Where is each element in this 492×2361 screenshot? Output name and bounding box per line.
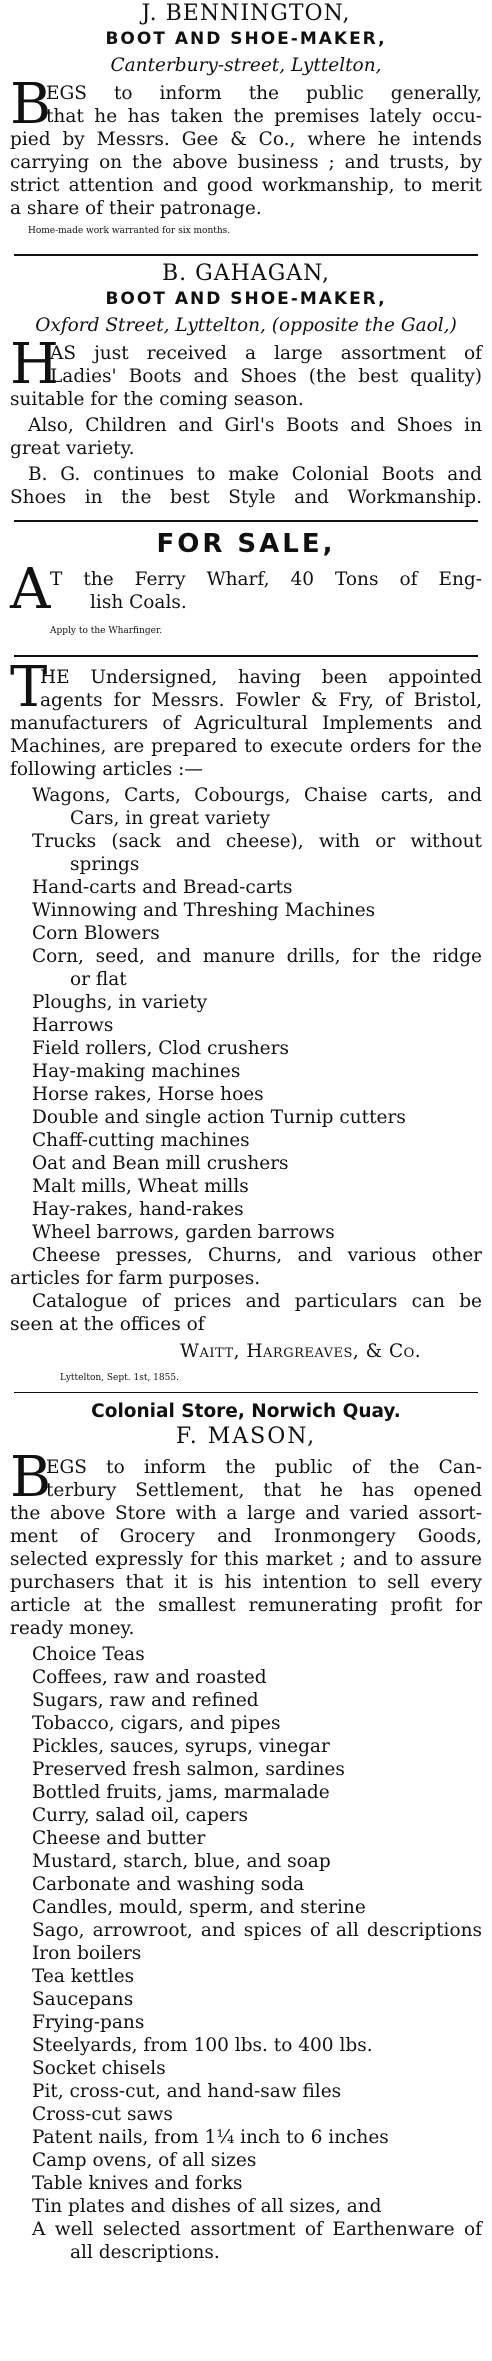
list-item: or flat bbox=[70, 969, 127, 990]
intro-line: purchasers that it is his intention to sell every bbox=[10, 1572, 482, 1593]
body-line: T the Ferry Wharf, 40 Tons of Eng- bbox=[50, 569, 482, 590]
drop-cap: A bbox=[10, 557, 51, 622]
list-item: Pit, cross-cut, and hand-saw files bbox=[32, 2081, 342, 2102]
list-item: Cheese and butter bbox=[32, 1828, 206, 1849]
intro-line: selected expressly for this market ; and to assure bbox=[10, 1549, 482, 1570]
list-item: Wheel barrows, garden barrows bbox=[32, 1222, 335, 1243]
list-item: Horse rakes, Horse hoes bbox=[32, 1084, 264, 1105]
advertiser-name: J. BENNINGTON, bbox=[141, 1, 351, 26]
divider bbox=[14, 520, 478, 522]
list-item: Curry, salad oil, capers bbox=[32, 1805, 248, 1826]
address-line: Canterbury-street, Lyttelton, bbox=[110, 55, 382, 76]
list-item: Tin plates and dishes of all sizes, and bbox=[32, 2196, 382, 2217]
advertiser-name: F. MASON, bbox=[175, 1424, 317, 1449]
list-item: Hand-carts and Bread-carts bbox=[32, 877, 293, 898]
list-item: Camp ovens, of all sizes bbox=[32, 2150, 257, 2171]
list-item: Oat and Bean mill crushers bbox=[32, 1153, 289, 1174]
list-item: Ploughs, in variety bbox=[32, 992, 208, 1013]
store-heading: Colonial Store, Norwich Quay. bbox=[91, 1401, 401, 1422]
drop-cap: B bbox=[10, 1445, 52, 1510]
list-item: Winnowing and Threshing Machines bbox=[32, 900, 376, 921]
drop-cap: H bbox=[10, 332, 59, 397]
apply-line: Apply to the Wharfinger. bbox=[50, 626, 163, 636]
catalogue-line: Catalogue of prices and particulars can be bbox=[32, 1291, 482, 1312]
list-item: Trucks (sack and cheese), with or without bbox=[32, 831, 482, 852]
body-line: Also, Children and Girl's Boots and Shoes in bbox=[28, 415, 482, 436]
list-item: Saucepans bbox=[32, 1989, 134, 2010]
advertiser-name: B. GAHAGAN, bbox=[162, 261, 330, 286]
list-item: A well selected assortment of Earthenware of bbox=[32, 2219, 482, 2240]
intro-line: article at the smallest remunerating profit for bbox=[10, 1595, 482, 1616]
body-line: Shoes in the best Style and Workmanship. bbox=[10, 487, 482, 508]
list-item: Choice Teas bbox=[32, 1644, 145, 1665]
body-line: strict attention and good workmanship, to merit bbox=[10, 175, 482, 196]
intro-line: ment of Grocery and Ironmongery Goods, bbox=[10, 1526, 482, 1547]
list-item: Hay-making machines bbox=[32, 1061, 241, 1082]
list-item: articles for farm purposes. bbox=[10, 1268, 261, 1289]
list-item: Sago, arrowroot, and spices of all descriptions bbox=[32, 1920, 482, 1941]
list-item: Frying-pans bbox=[32, 2012, 145, 2033]
sale-heading: FOR SALE, bbox=[156, 529, 336, 559]
intro-line: Machines, are prepared to execute orders for the bbox=[10, 736, 482, 757]
body-line: great variety. bbox=[10, 438, 135, 459]
body-line: EGS to inform the public generally, bbox=[46, 83, 482, 104]
list-item: Tea kettles bbox=[32, 1966, 135, 1987]
body-line: a share of their patronage. bbox=[10, 198, 262, 219]
list-item: Corn Blowers bbox=[32, 923, 160, 944]
list-item: Malt mills, Wheat mills bbox=[32, 1176, 249, 1197]
list-item: Cheese presses, Churns, and various other bbox=[32, 1245, 482, 1266]
dateline: Lyttelton, Sept. 1st, 1855. bbox=[60, 1373, 179, 1383]
divider bbox=[14, 254, 478, 256]
list-item: Double and single action Turnip cutters bbox=[32, 1107, 406, 1128]
body-line: pied by Messrs. Gee & Co., where he intends bbox=[10, 129, 482, 150]
list-item: Socket chisels bbox=[32, 2058, 166, 2079]
divider bbox=[14, 655, 478, 657]
list-item: Harrows bbox=[32, 1015, 114, 1036]
body-line: carrying on the above business ; and trusts, by bbox=[10, 152, 482, 173]
list-item: Pickles, sauces, syrups, vinegar bbox=[32, 1736, 330, 1757]
list-item: Corn, seed, and manure drills, for the ridge bbox=[32, 946, 482, 967]
list-item: Candles, mould, sperm, and sterine bbox=[32, 1897, 366, 1918]
trade-title: BOOT AND SHOE-MAKER, bbox=[105, 289, 387, 309]
list-item: Carbonate and washing soda bbox=[32, 1874, 305, 1895]
body-line: that he has taken the premises lately occu- bbox=[46, 106, 482, 127]
list-item: Chaff-cutting machines bbox=[32, 1130, 250, 1151]
divider bbox=[14, 1392, 478, 1393]
list-item: Patent nails, from 1¼ inch to 6 inches bbox=[32, 2127, 389, 2148]
intro-line: following articles :— bbox=[10, 759, 203, 780]
list-item: Steelyards, from 100 lbs. to 400 lbs. bbox=[32, 2035, 373, 2056]
intro-line: the above Store with a large and varied assort- bbox=[10, 1503, 482, 1524]
drop-cap: B bbox=[10, 72, 52, 137]
list-item: springs bbox=[70, 854, 140, 875]
address-line: Oxford Street, Lyttelton, (opposite the Gaol,) bbox=[35, 315, 457, 336]
list-item: Tobacco, cigars, and pipes bbox=[32, 1713, 281, 1734]
body-line: AS just received a large assortment of bbox=[50, 343, 482, 364]
list-item: Preserved fresh salmon, sardines bbox=[32, 1759, 345, 1780]
list-item: Iron boilers bbox=[32, 1943, 142, 1964]
body-line: suitable for the coming season. bbox=[10, 389, 304, 410]
list-item: Table knives and forks bbox=[32, 2173, 243, 2194]
list-item: Cross-cut saws bbox=[32, 2104, 173, 2125]
body-line: Ladies' Boots and Shoes (the best quality) bbox=[50, 366, 482, 387]
trade-title: BOOT AND SHOE-MAKER, bbox=[105, 29, 387, 49]
intro-line: manufacturers of Agricultural Implements and bbox=[10, 713, 482, 734]
intro-line: EGS to inform the public of the Can- bbox=[46, 1457, 482, 1478]
drop-cap: T bbox=[10, 655, 48, 720]
body-line: B. G. continues to make Colonial Boots and bbox=[28, 464, 482, 485]
list-item: Mustard, starch, blue, and soap bbox=[32, 1851, 331, 1872]
list-item: Bottled fruits, jams, marmalade bbox=[32, 1782, 330, 1803]
intro-line: HE Undersigned, having been appointed bbox=[40, 667, 482, 688]
list-item: Hay-rakes, hand-rakes bbox=[32, 1199, 244, 1220]
intro-line: terbury Settlement, that he has opened bbox=[46, 1480, 482, 1501]
warranty-line: Home-made work warranted for six months. bbox=[28, 226, 231, 236]
list-item: Wagons, Carts, Cobourgs, Chaise carts, and bbox=[32, 785, 482, 806]
list-item: Sugars, raw and refined bbox=[32, 1690, 259, 1711]
list-item: Coffees, raw and roasted bbox=[32, 1667, 267, 1688]
intro-line: ready money. bbox=[10, 1618, 135, 1639]
catalogue-line: seen at the offices of bbox=[10, 1314, 205, 1335]
intro-line: agents for Messrs. Fowler & Fry, of Bristol, bbox=[40, 690, 482, 711]
list-item: all descriptions. bbox=[70, 2242, 220, 2263]
signature: Waitt, Hargreaves, & Co. bbox=[180, 1341, 422, 1362]
list-item: Cars, in great variety bbox=[70, 808, 271, 829]
body-line: lish Coals. bbox=[90, 592, 187, 613]
list-item: Field rollers, Clod crushers bbox=[32, 1038, 289, 1059]
